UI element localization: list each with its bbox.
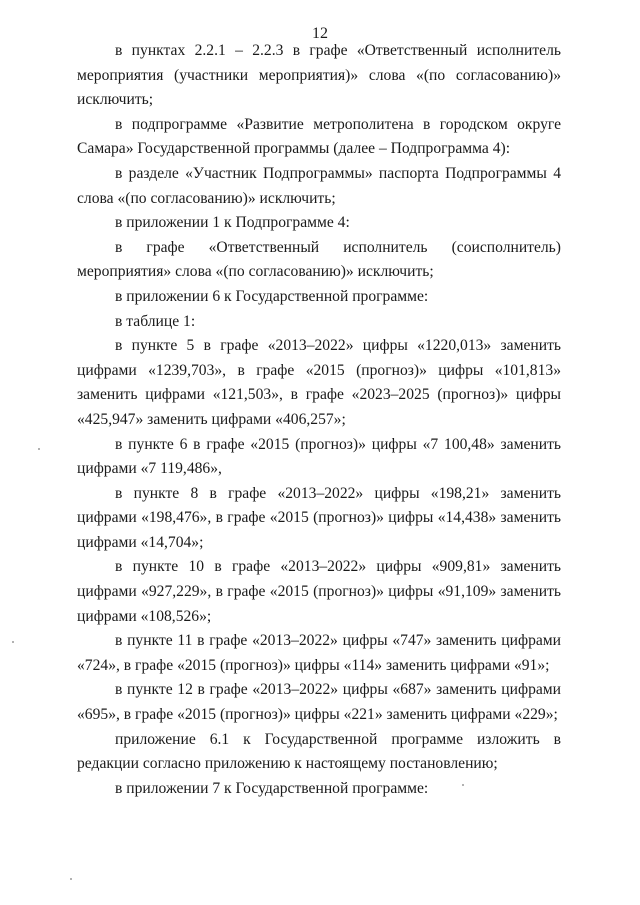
paragraph-14: приложение 6.1 к Государственной программе изложить в редакции согласно приложению к настоящему постановлению; [77,730,561,773]
paragraph-13: в пункте 12 в графе «2013–2022» цифры «687» заменить цифрами «695», в графе «2015 (прогноз)» цифры «221» заменить цифрами «229»; [77,681,561,724]
paragraph-10: в пункте 8 в графе «2013–2022» цифры «198,21» заменить цифрами «198,476», в графе «2015 (прогноз)» цифры «14,438» заменить цифрами «14,704»; [77,484,561,551]
paragraph-12: в пункте 11 в графе «2013–2022» цифры «747» заменить цифрами «724», в графе «2015 (прогноз)» цифры «114» заменить цифрами «91»; [77,632,561,674]
paragraph-11: в пункте 10 в графе «2013–2022» цифры «909,81» заменить цифрами «927,229», в графе «2015 (прогноз)» цифры «91,109» заменить цифрами «108,526»; [77,558,561,625]
scan-speck [462,784,464,786]
paragraph-2: в подпрограмме «Развитие метрополитена в городском округе Самара» Государственной программы (далее – Подпрограмма 4): [77,115,561,158]
paragraph-9: в пункте 6 в графе «2015 (прогноз)» цифры «7 100,48» заменить цифрами «7 119,486», [77,435,561,478]
paragraph-5: в графе «Ответственный исполнитель (соисполнитель) мероприятия» слова «(по согласованию)» исключить; [77,238,561,281]
paragraph-8: в пункте 5 в графе «2013–2022» цифры «1220,013» заменить цифрами «1239,703», в графе «2015 (прогноз)» цифры «101,813» заменить цифрами «121,503», в графе «2023–2025 (прогноз)» цифры «425,947» заменить цифрами «406,257»; [77,337,561,428]
paragraph-15: в приложении 7 к Государственной программе: [115,779,429,797]
paragraph-3: в разделе «Участник Подпрограммы» паспорта Подпрограммы 4 слова «(по согласованию)» исключить; [77,164,561,207]
scan-speck [38,448,40,450]
scan-speck [12,641,14,643]
document-body [77,39,561,801]
paragraph-4: в приложении 1 к Подпрограмме 4: [115,214,350,232]
scan-speck [70,878,72,880]
paragraph-6: в приложении 6 к Государственной программе: [115,287,429,305]
paragraph-7: в таблице 1: [115,312,196,330]
paragraph-1: в пунктах 2.2.1 – 2.2.3 в графе «Ответственный исполнитель мероприятия (участники мероприятия)» слова «(по согласованию)» исключить; [77,42,561,109]
page-number: 12 [312,25,328,42]
